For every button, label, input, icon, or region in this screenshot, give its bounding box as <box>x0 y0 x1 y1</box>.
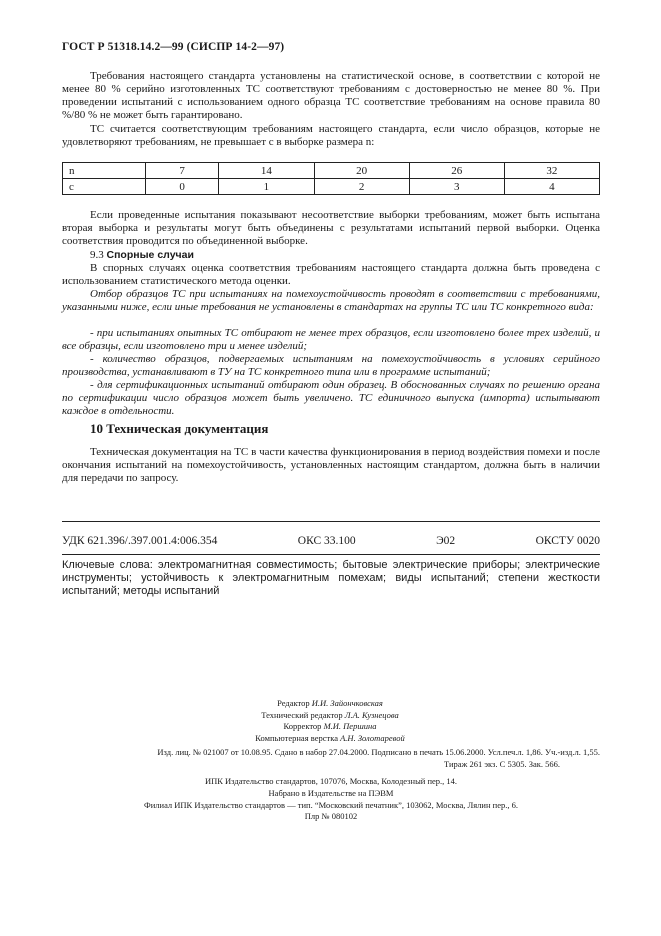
table-cell: 32 <box>504 163 599 179</box>
editorial-credits <box>200 698 460 744</box>
oks-code: ОКС 33.100 <box>297 535 356 547</box>
table-cell: 0 <box>146 179 219 195</box>
table-cell: 4 <box>504 179 599 195</box>
subsection-number: 9.3 <box>90 249 104 261</box>
imprint-line-1: Изд. лиц. № 021007 от 10.08.95. Сдано в набор 27.04.2000. Подписано в печать 15.06.2000. Усл.печ.л. 1,86. Уч.-изд.л. 1,55. <box>157 747 600 757</box>
list-item-certification: - для сертификационных испытаний отбирают один образец. В обоснованных случаях по решению органа по сертификации число образцов может быть увеличено. ТС единичного выпуска (импорта) испытывают каждое в отдельности. <box>62 379 600 418</box>
publisher-line-1: ИПК Издательство стандартов, 107076, Москва, Колодезный пер., 14. <box>204 776 458 786</box>
credit-role: Компьютерная верстка <box>255 732 338 743</box>
credit-line <box>200 710 460 722</box>
list-item-prototype: - при испытаниях опытных ТС отбирают не менее трех образцов, если изготовлено более трех изделий, и все образцы, если изготовлено три и менее изделий; <box>62 327 600 353</box>
paragraph-sampling: Отбор образцов ТС при испытаниях на помехоустойчивость проводят в соответствии с требованиями, указанными ниже, если иные требования не установлены в стандартах на группы ТС или ТС конкретного вида: <box>62 288 600 314</box>
table-cell: 1 <box>219 179 314 195</box>
publisher-line-2: Набрано в Издательстве на ПЭВМ <box>268 787 394 798</box>
paragraph-disputes: В спорных случаях оценка соответствия требованиям настоящего стандарта должна быть проведена с использованием статистического метода оценки. <box>62 262 600 288</box>
table-cell: 3 <box>409 179 504 195</box>
table-cell: 7 <box>146 163 219 179</box>
list-item-serial: - количество образцов, подвергаемых испытаниям на помехоустойчивость в условиях серийного производства, устанавливают в ТУ на ТС конкретного типа или в программе испытаний; <box>62 353 600 379</box>
table-cell: 14 <box>219 163 314 179</box>
paragraph-statistical-basis: Требования настоящего стандарта установлены на статистической основе, в соответствии с которой не менее 80 % серийно изготовленных ТС соответствуют требованиям с достоверностью не менее 80 %. При проведении испытаний с использованием одного образца ТС соответствие требованиям на основе правила 80 %/80 % не может быть гарантировано. <box>62 70 600 122</box>
divider-top <box>62 521 600 522</box>
table-cell: 26 <box>409 163 504 179</box>
publisher-line-3: Филиал ИПК Издательство стандартов — тип. “Московский печатник”, 103062, Москва, Лялин пер., 6. <box>144 799 518 810</box>
credit-role: Корректор <box>283 721 322 732</box>
subsection-heading-9-3 <box>90 249 194 262</box>
paragraph-second-sample: Если проведенные испытания показывают несоответствие выборки требованиям, может быть испытана вторая выборка и результаты могут быть объединены с результатами испытаний первой выборки. Оценка соответствия проводится по объединенной выборке. <box>62 209 600 248</box>
group-code: Э02 <box>436 535 456 547</box>
credit-name: Л.А. Кузнецова <box>344 709 399 720</box>
section-heading-10: 10 Техническая документация <box>90 421 269 436</box>
paragraph-compliance-criterion: ТС считается соответствующим требованиям настоящего стандарта, если число образцов, которые не удовлетворяют требованиям, не превышает с в выборке размера n: <box>62 123 600 149</box>
credit-line <box>200 698 460 710</box>
keywords: Ключевые слова: электромагнитная совместимость; бытовые электрические приборы; электрические инструменты; устойчивость к электромагнитным помехам; виды испытаний; степени жесткости испытаний; методы испытаний <box>62 559 600 597</box>
udk-code: УДК 621.396/.397.001.4:006.354 <box>62 535 218 547</box>
table-cell: 20 <box>314 163 409 179</box>
standard-header: ГОСТ Р 51318.14.2—99 (СИСПР 14-2—97) <box>62 41 285 53</box>
credit-line <box>200 721 460 733</box>
divider-bottom <box>62 554 600 555</box>
imprint-line-2: Тираж 261 экз. С 5305. Зак. 566. <box>443 758 560 769</box>
imprint <box>62 747 600 770</box>
table-cell: 2 <box>314 179 409 195</box>
credit-name: А.Н. Золотаревой <box>340 732 405 743</box>
credit-role: Редактор <box>277 698 310 708</box>
paragraph-documentation: Техническая документация на ТС в части качества функционирования в период воздействия помехи и после окончания испытаний на помехоустойчивость, установленных настоящим стандартом, должна быть в наличии для передачи по запросу. <box>62 446 600 485</box>
credit-role: Технический редактор <box>261 709 343 720</box>
publisher-info <box>62 776 600 823</box>
credit-name: И.И. Зайончковская <box>311 698 383 708</box>
table-cell: n <box>63 163 146 179</box>
credit-name: М.И. Першина <box>323 721 377 732</box>
credit-line <box>200 733 460 745</box>
sample-size-table <box>62 162 600 195</box>
subsection-title: Спорные случаи <box>106 249 194 261</box>
table-row <box>63 163 600 179</box>
publisher-line-4: Плр № 080102 <box>304 811 358 822</box>
okstu-code: ОКСТУ 0020 <box>535 535 600 547</box>
table-row <box>63 179 600 195</box>
classification-line <box>62 535 600 547</box>
table-cell: c <box>63 179 146 195</box>
